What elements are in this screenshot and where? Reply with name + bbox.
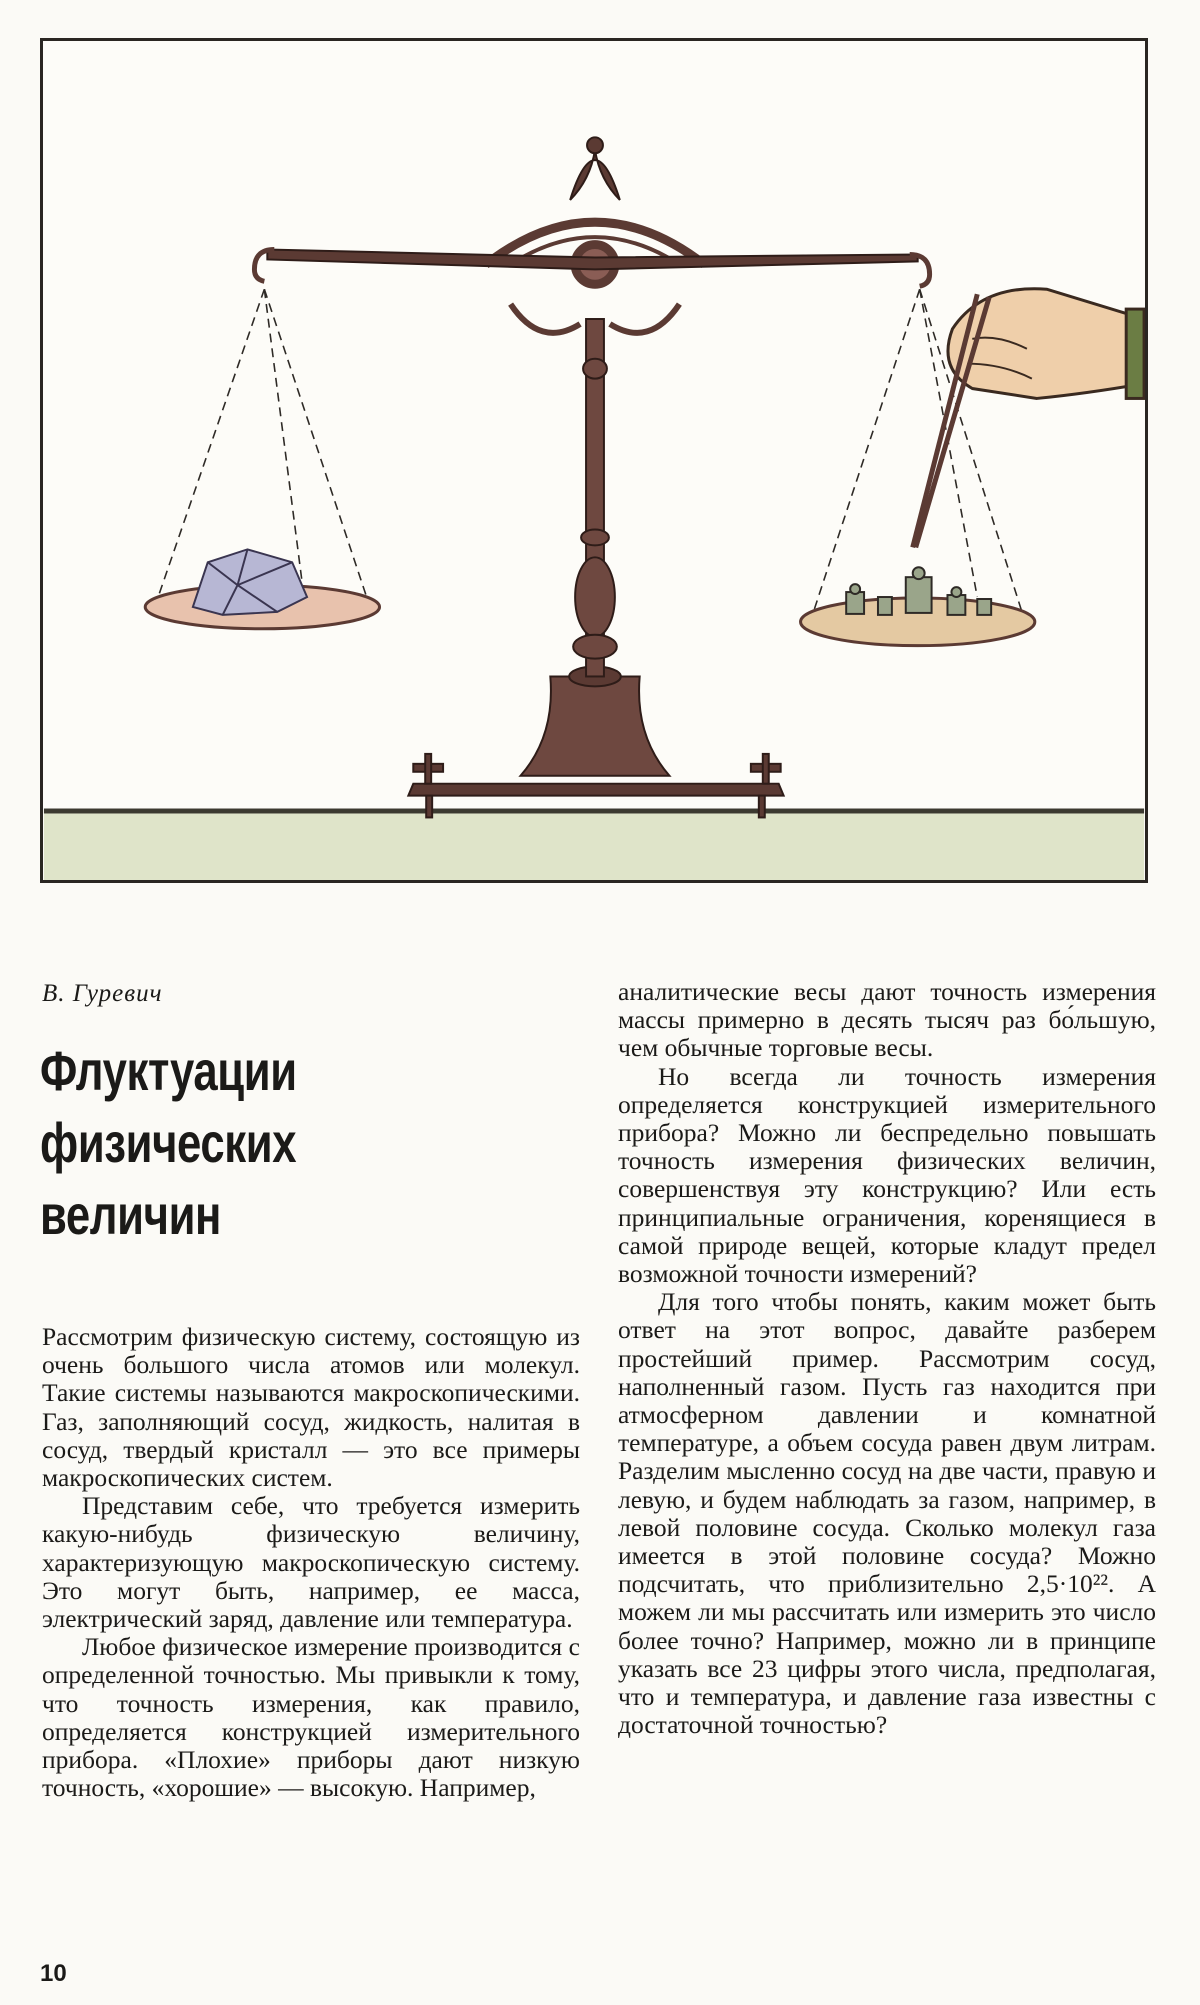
balance-scale-illustration — [40, 38, 1148, 883]
body-paragraph: Но всегда ли точность измерения определяется конструкцией измерительного прибора? Можно ли беспредельно повышать точность измерения физических величин, совершенствуя эту конструкцию? Или есть принципиальные ограничения, коренящиеся в самой природе вещей, которые кладут предел возможной точности измерений? — [618, 1061, 1156, 1289]
title-line: Флуктуации — [40, 1039, 297, 1102]
body-paragraph: Любое физическое измерение производится с определенной точностью. Мы привыкли к тому, что точность измерения, как правило, определяется конструкцией измерительного прибора. «Плохие» приборы дают низкую точность, «хорошие» — высокую. Например, — [42, 1632, 580, 1803]
body-column-left — [42, 1323, 580, 1802]
page-number: 10 — [40, 1960, 67, 1987]
article-title — [40, 1035, 461, 1251]
body-paragraph: аналитические весы дают точность измерения массы примерно в десять тысяч раз бо́льшую, чем обычные торговые весы. — [618, 977, 1156, 1063]
balance-scale-icon — [43, 41, 1145, 880]
scale-base — [408, 667, 783, 818]
title-line: физических — [40, 1111, 297, 1174]
body-paragraph: Рассмотрим физическую систему, состоящую из очень большого числа атомов или молекул. Такие системы называются макроскопическими. Газ, заполняющий сосуд, жидкость, налитая в сосуд, твердый кристалл — это все примеры макроскопических систем. — [42, 1322, 580, 1493]
title-line: величин — [40, 1183, 222, 1246]
scale-head — [486, 222, 704, 333]
scale-crest — [570, 137, 620, 200]
left-pan-strings — [158, 289, 367, 597]
body-column-right — [618, 978, 1156, 1739]
author-name: В. Гуревич — [42, 980, 163, 1007]
scale-column — [573, 319, 617, 676]
body-paragraph: Для того чтобы понять, каким может быть ответ на этот вопрос, давайте разберем простейший пример. Рассмотрим сосуд, наполненный газом. Пусть газ находится при атмосферном давлении и комнатной температуре, а объем сосуда равен двум литрам. Разделим мысленно сосуд на две части, правую и левую, и будем наблюдать за газом, например, в левой половине сосуда. Сколько молекул газа имеется в этой половине сосуда? Можно подсчитать, что приблизительно 2,5·10²². А можем ли мы рассчитать или измерить это число более точно? Например, можно ли в принципе указать все 23 цифры этого числа, предполагая, что и температура, и давление газа известны с достаточной точностью? — [618, 1287, 1156, 1740]
body-paragraph: Представим себе, что требуется измерить какую-нибудь физическую величину, характеризующую макроскопическую систему. Это могут быть, например, ее масса, электрический заряд, давление или температура. — [42, 1491, 580, 1634]
crystal-icon — [193, 549, 307, 615]
table-surface — [44, 810, 1144, 880]
